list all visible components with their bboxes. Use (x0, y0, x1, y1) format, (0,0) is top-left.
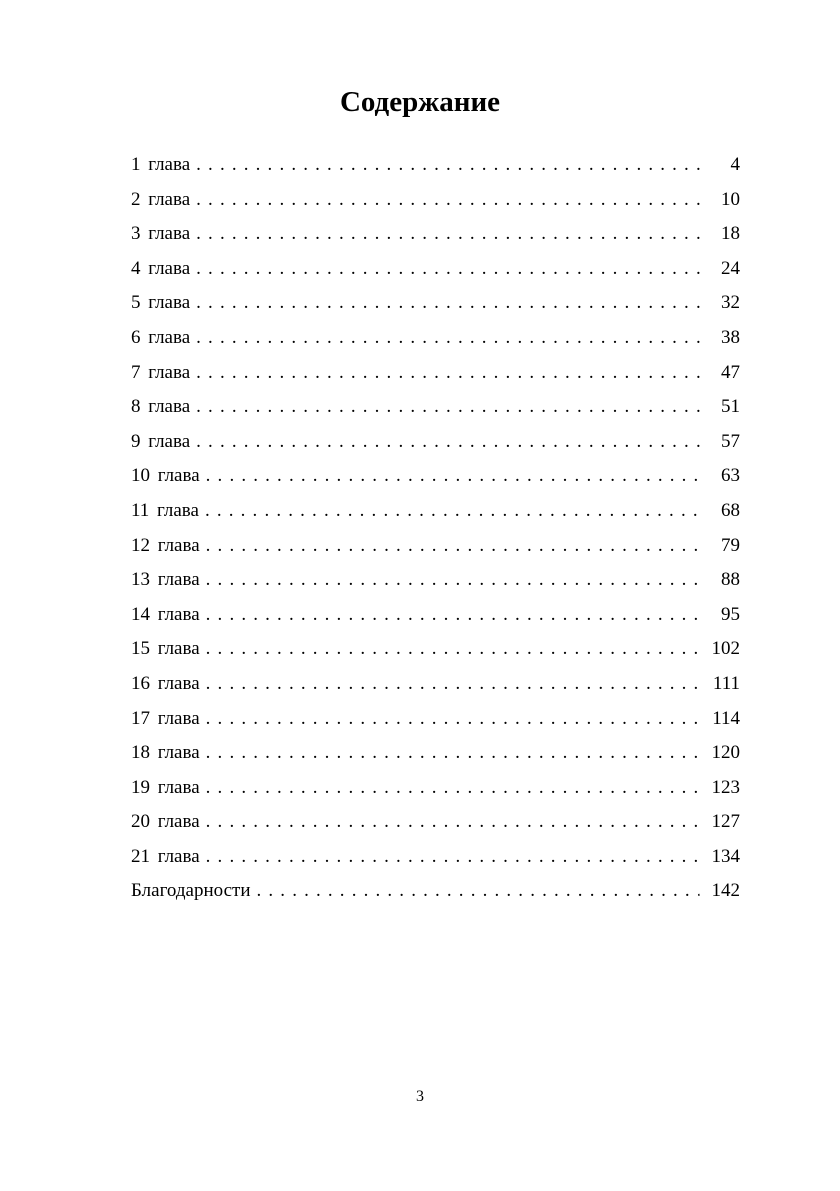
toc-entry[interactable] (131, 390, 740, 425)
toc-dot-leader (206, 840, 700, 875)
toc-entry[interactable] (131, 459, 740, 494)
toc-entry-page: 102 (711, 638, 740, 660)
toc-dot-leader (196, 286, 706, 321)
toc-entry-label: 13 глава (131, 569, 200, 591)
toc-entry-label: 12 глава (131, 534, 200, 556)
toc-entry[interactable] (131, 667, 740, 702)
toc-entry-label: 11 глава (131, 499, 199, 521)
toc-entry-page: 111 (712, 672, 740, 694)
toc-dot-leader (205, 494, 706, 529)
toc-entry-page: 127 (711, 811, 740, 833)
toc-dot-leader (257, 874, 700, 909)
toc-entry-label: 20 глава (131, 811, 200, 833)
toc-entry-label: 10 глава (131, 465, 200, 487)
toc-entry[interactable] (131, 702, 740, 737)
toc-entry-label: 18 глава (131, 742, 200, 764)
toc-entry[interactable] (131, 632, 740, 667)
toc-dot-leader (206, 632, 700, 667)
toc-entry-label: 8 глава (131, 396, 191, 418)
toc-entry[interactable] (131, 736, 740, 771)
page-number: 3 (416, 1088, 424, 1105)
toc-entry-page: 57 (721, 430, 740, 452)
toc-entry-label: Благодарности (131, 880, 251, 902)
toc-entry-label: 4 глава (131, 257, 191, 279)
toc-dot-leader (196, 425, 706, 460)
toc-entry-page: 68 (721, 499, 740, 521)
toc-entry-page: 134 (711, 845, 740, 867)
toc-dot-leader (196, 356, 706, 391)
toc-dot-leader (196, 252, 706, 287)
toc-entry-label: 15 глава (131, 638, 200, 660)
toc-entry[interactable] (131, 321, 740, 356)
toc-entry-label: 6 глава (131, 326, 191, 348)
toc-entry-label: 1 глава (131, 154, 191, 175)
toc-entry[interactable] (131, 148, 740, 183)
toc-dot-leader (206, 771, 700, 806)
toc-entry-label: 16 глава (131, 672, 200, 694)
toc-entry[interactable] (131, 217, 740, 252)
toc-entry[interactable] (131, 563, 740, 598)
toc-dot-leader (206, 459, 706, 494)
toc-entry-label: 3 глава (131, 223, 191, 245)
toc-dot-leader (196, 217, 706, 252)
toc-dot-leader (206, 598, 706, 633)
toc-dot-leader (196, 321, 706, 356)
toc-entry[interactable] (131, 286, 740, 321)
toc-dot-leader (196, 390, 706, 425)
toc-entry[interactable] (131, 771, 740, 806)
toc-dot-leader (206, 805, 700, 840)
page-title: Содержание (339, 86, 501, 118)
toc-entry-page: 24 (721, 257, 740, 279)
toc-entry-label: 9 глава (131, 430, 191, 452)
toc-entry-page: 47 (721, 361, 740, 383)
toc-entry[interactable] (131, 529, 740, 564)
toc-dot-leader (196, 148, 706, 183)
toc-entry[interactable] (131, 840, 740, 875)
toc-entry-page: 142 (711, 880, 740, 902)
toc-dot-leader (206, 563, 706, 598)
toc-entry-page: 63 (721, 465, 740, 487)
toc-entry-page: 10 (721, 188, 740, 210)
toc-entry-label: 21 глава (131, 845, 200, 867)
toc-entry[interactable] (131, 356, 740, 391)
toc-dot-leader (196, 183, 706, 218)
toc-entry-page: 120 (711, 742, 740, 764)
toc-entry-page: 79 (721, 534, 740, 556)
toc-dot-leader (206, 702, 701, 737)
toc-entry-page: 114 (712, 707, 740, 729)
toc-entry[interactable] (131, 494, 740, 529)
toc-entry-label: 19 глава (131, 776, 200, 798)
toc-entry[interactable] (131, 805, 740, 840)
toc-entry[interactable] (131, 874, 740, 909)
toc-entry-label: 5 глава (131, 292, 191, 314)
toc-entry-label: 2 глава (131, 188, 191, 210)
toc-entry-page: 38 (721, 326, 740, 348)
toc-entry-page: 18 (721, 223, 740, 245)
toc-entry[interactable] (131, 598, 740, 633)
toc-entry-page: 4 (730, 154, 740, 175)
toc-entry-page: 88 (721, 569, 740, 591)
toc-entry-label: 17 глава (131, 707, 200, 729)
toc-entry-page: 123 (711, 776, 740, 798)
toc-entry-label: 7 глава (131, 361, 191, 383)
toc-entry-label: 14 глава (131, 603, 200, 625)
toc-entry[interactable] (131, 183, 740, 218)
toc-dot-leader (206, 667, 701, 702)
toc-dot-leader (206, 529, 706, 564)
toc-entry-page: 51 (721, 396, 740, 418)
toc-entry[interactable] (131, 425, 740, 460)
toc-entry[interactable] (131, 252, 740, 287)
table-of-contents (131, 148, 740, 909)
toc-entry-page: 32 (721, 292, 740, 314)
toc-entry-page: 95 (721, 603, 740, 625)
toc-dot-leader (206, 736, 700, 771)
